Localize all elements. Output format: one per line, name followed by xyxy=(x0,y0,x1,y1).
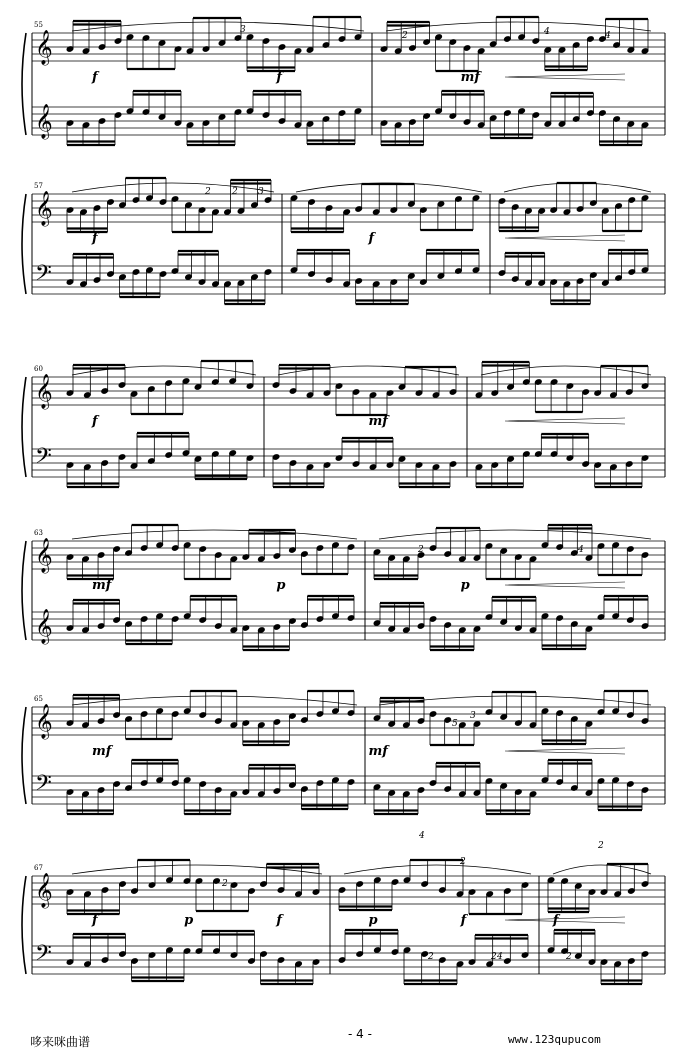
dynamic-marking: f xyxy=(92,913,98,928)
slur xyxy=(553,865,651,874)
fingering-number: 2 xyxy=(598,841,604,851)
slur xyxy=(72,530,357,539)
dynamic-marking: f xyxy=(460,913,467,928)
system-1 xyxy=(22,17,665,145)
fingering-number: 4 xyxy=(578,545,584,555)
fingering-number: 2 xyxy=(402,31,408,41)
measure-number: 65 xyxy=(34,695,43,703)
fingering-number: 3 xyxy=(258,187,264,197)
fingering-number: 2 xyxy=(205,187,211,197)
measure-number: 60 xyxy=(34,365,43,373)
system-brace xyxy=(22,541,26,640)
slur xyxy=(386,22,651,31)
treble-clef: 𝄞 xyxy=(35,538,53,573)
dynamic-marking: p xyxy=(184,913,194,928)
fingering-number: 2 xyxy=(232,187,238,197)
slur xyxy=(344,865,531,874)
measure-number: 67 xyxy=(34,864,43,872)
system-brace xyxy=(22,194,26,294)
system-3 xyxy=(22,361,665,487)
fingering-number: 2 xyxy=(566,952,572,962)
page-number: - 4 - xyxy=(348,1027,372,1041)
system-brace xyxy=(22,377,26,477)
slur xyxy=(72,22,364,31)
dynamic-marking: f xyxy=(276,913,282,928)
bass-clef: 𝄢 xyxy=(35,261,52,291)
fingering-number: 2 xyxy=(428,952,434,962)
system-4 xyxy=(22,525,665,650)
dynamic-marking: p xyxy=(368,913,378,928)
dynamic-marking: f xyxy=(276,70,282,85)
site-url: www.123qupucom xyxy=(508,1033,601,1046)
treble-clef: 𝄞 xyxy=(35,704,53,739)
measure-number: 57 xyxy=(34,182,43,190)
measure-number: 63 xyxy=(34,529,43,537)
fingering-number: 4 xyxy=(497,952,503,962)
hairpin xyxy=(505,748,625,754)
fingering-number: 4 xyxy=(419,831,425,841)
hairpin xyxy=(505,74,625,80)
dynamic-marking: f xyxy=(552,913,559,928)
dynamic-marking: mf xyxy=(368,744,388,759)
system-2 xyxy=(22,178,665,304)
fingering-number: 2 xyxy=(418,545,424,555)
hairpin xyxy=(505,235,625,241)
hairpin xyxy=(505,582,625,588)
hairpin xyxy=(505,418,625,424)
slur xyxy=(379,530,651,539)
fingering-number: 4 xyxy=(605,31,611,41)
dynamic-marking: f xyxy=(368,231,375,246)
fingering-number: 3 xyxy=(470,711,476,721)
slur xyxy=(504,183,651,192)
dynamic-marking: f xyxy=(92,231,98,246)
bass-clef: 𝄢 xyxy=(35,444,52,474)
system-brace xyxy=(22,707,26,804)
treble-clef: 𝄞 xyxy=(35,374,53,409)
fingering-number: 4 xyxy=(544,27,550,37)
dynamic-marking: p xyxy=(460,578,470,593)
system-brace xyxy=(22,33,26,135)
slur xyxy=(72,696,357,705)
fingering-number: 5 xyxy=(452,719,458,729)
treble-clef: 𝄞 xyxy=(35,104,53,139)
dynamic-marking: f xyxy=(92,414,98,429)
treble-clef: 𝄞 xyxy=(35,609,53,644)
dynamic-marking: p xyxy=(276,578,286,593)
dynamic-marking: mf xyxy=(460,70,481,85)
treble-clef: 𝄞 xyxy=(35,873,53,908)
site-logo-text: 哆来咪曲谱 xyxy=(30,1035,91,1049)
fingering-number: 2 xyxy=(491,952,497,962)
fingering-number: 3 xyxy=(240,25,246,35)
bass-clef: 𝄢 xyxy=(35,771,52,801)
dynamic-marking: mf xyxy=(92,578,112,593)
system-6 xyxy=(22,860,665,984)
treble-clef: 𝄞 xyxy=(35,30,53,65)
measure-number: 55 xyxy=(34,21,43,29)
dynamic-marking: f xyxy=(92,70,98,85)
slur xyxy=(72,366,256,375)
treble-clef: 𝄞 xyxy=(35,191,53,226)
hairpin xyxy=(505,917,625,923)
slur xyxy=(72,865,322,874)
dynamic-marking: mf xyxy=(368,414,388,429)
fingering-number: 2 xyxy=(460,857,466,867)
system-brace xyxy=(22,876,26,974)
fingering-number: 2 xyxy=(222,879,228,889)
bass-clef: 𝄢 xyxy=(35,941,52,971)
slur xyxy=(481,366,651,375)
dynamic-marking: mf xyxy=(92,744,112,759)
system-5 xyxy=(22,691,665,814)
